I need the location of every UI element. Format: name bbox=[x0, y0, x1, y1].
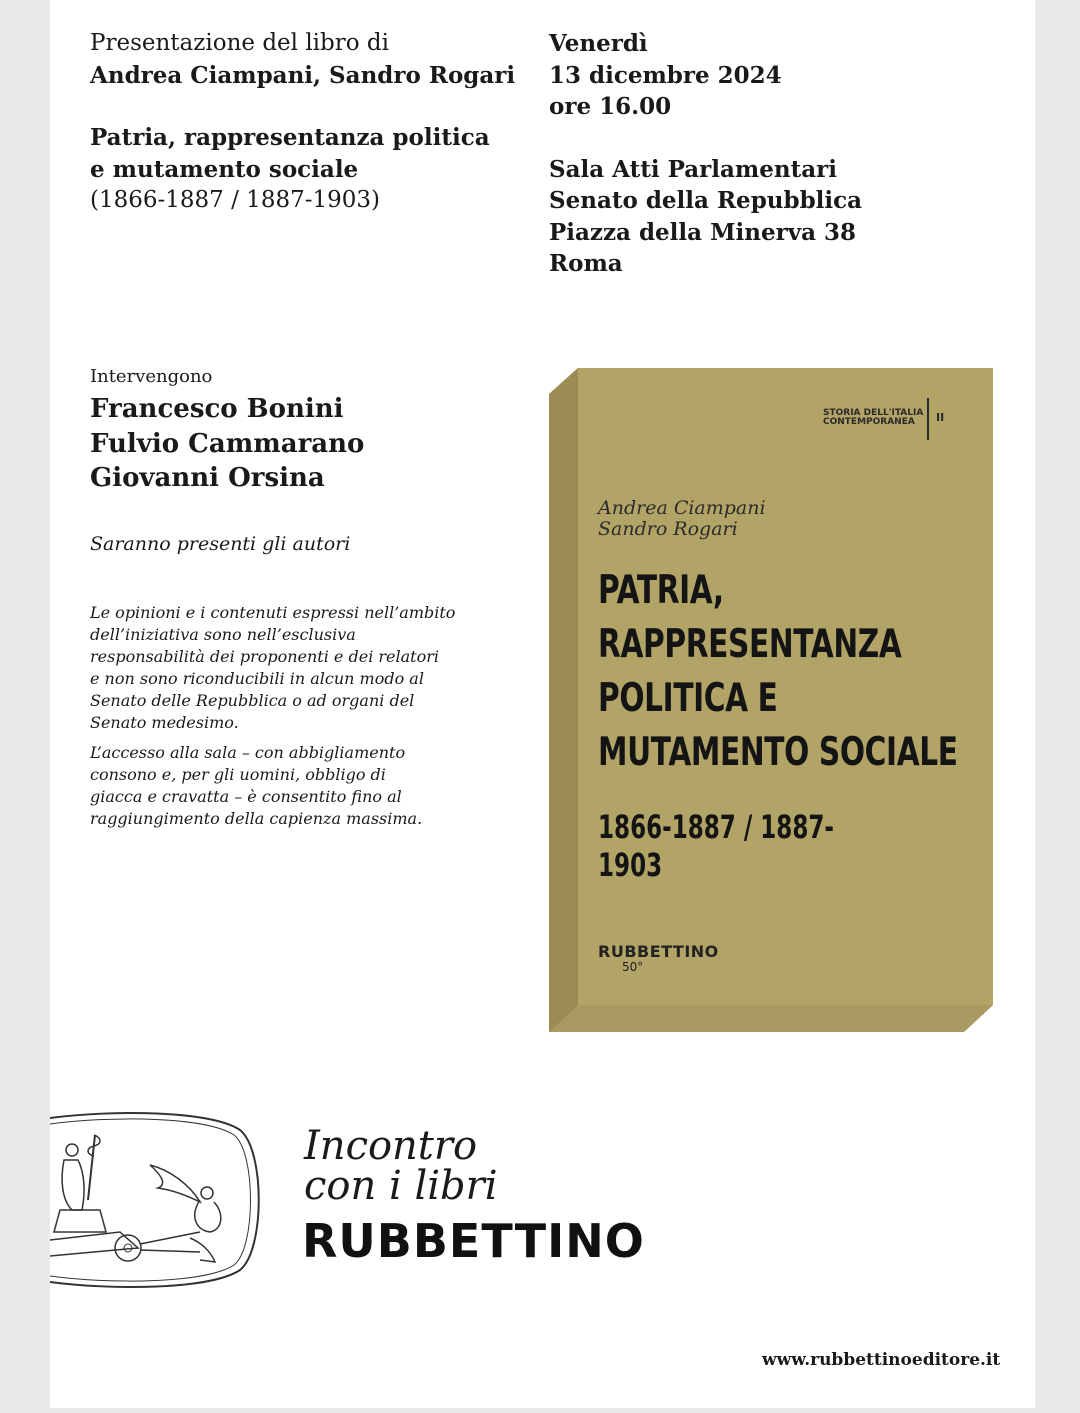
book-years: (1866-1887 / 1887-1903) bbox=[90, 187, 380, 213]
book-cover-image bbox=[549, 368, 994, 1032]
venue-room: Sala Atti Parlamentari bbox=[549, 155, 838, 183]
seal-emblem-icon bbox=[50, 1110, 265, 1290]
book-title-line-1: Patria, rappresentanza politica bbox=[90, 124, 490, 151]
book-presentation-header bbox=[90, 28, 515, 217]
series-divider bbox=[927, 398, 929, 440]
book-series: STORIA DELL'ITALIA CONTEMPORANEA bbox=[823, 408, 924, 427]
speaker-name: Giovanni Orsina bbox=[90, 463, 325, 493]
disclaimer bbox=[90, 602, 490, 838]
disclaimer-access: L’accesso alla sala – con abbigliamento consono e, per gli uomini, obbligo di giacca e cravatta – è consentito fino al raggiungimento della capienza massima. bbox=[90, 743, 423, 828]
authors-present-note: Saranno presenti gli autori bbox=[90, 533, 351, 555]
speaker-name: Francesco Bonini bbox=[90, 394, 344, 424]
event-time: ore 16.00 bbox=[549, 93, 672, 120]
series-tagline: Incontro con i libri bbox=[304, 1123, 498, 1209]
venue-institution: Senato della Repubblica bbox=[549, 187, 863, 214]
event-date: 13 dicembre 2024 bbox=[549, 61, 782, 89]
event-flyer bbox=[50, 0, 1035, 1408]
book-authors: Andrea Ciampani, Sandro Rogari bbox=[90, 61, 516, 89]
cover-title: PATRIA, RAPPRESENTANZA POLITICA E MUTAMENTO SOCIALE bbox=[598, 568, 958, 775]
speakers-list bbox=[90, 392, 364, 496]
venue-address: Piazza della Minerva 38 bbox=[549, 218, 857, 246]
disclaimer-opinions: Le opinioni e i contenuti espressi nell’ambito dell’iniziativa sono nell’esclusiva responsabilità dei proponenti e dei relatori e non sono riconducibili in alcun modo al Senato delle Repubblica o ad organi del Senato medesimo. bbox=[90, 603, 456, 732]
book-cover bbox=[578, 368, 993, 1005]
cover-publisher-anniversary: 50° bbox=[622, 960, 644, 974]
venue-city: Roma bbox=[549, 250, 623, 277]
series-number: II bbox=[936, 411, 945, 424]
event-day: Venerdì bbox=[549, 30, 648, 57]
presentation-label: Presentazione del libro di bbox=[90, 30, 389, 56]
cover-publisher-logo: RUBBETTINO bbox=[598, 942, 719, 961]
event-details bbox=[549, 28, 862, 280]
cover-authors: Andrea Ciampani Sandro Rogari bbox=[598, 497, 766, 540]
cover-years: 1866-1887 / 1887-1903 bbox=[598, 808, 834, 884]
speaker-name: Fulvio Cammarano bbox=[90, 428, 365, 459]
speakers-label: Intervengono bbox=[90, 366, 213, 387]
publisher-logo: RUBBETTINO bbox=[302, 1214, 645, 1268]
publisher-website[interactable]: www.rubbettinoeditore.it bbox=[762, 1350, 1001, 1370]
book-title-line-2: e mutamento sociale bbox=[90, 155, 359, 183]
